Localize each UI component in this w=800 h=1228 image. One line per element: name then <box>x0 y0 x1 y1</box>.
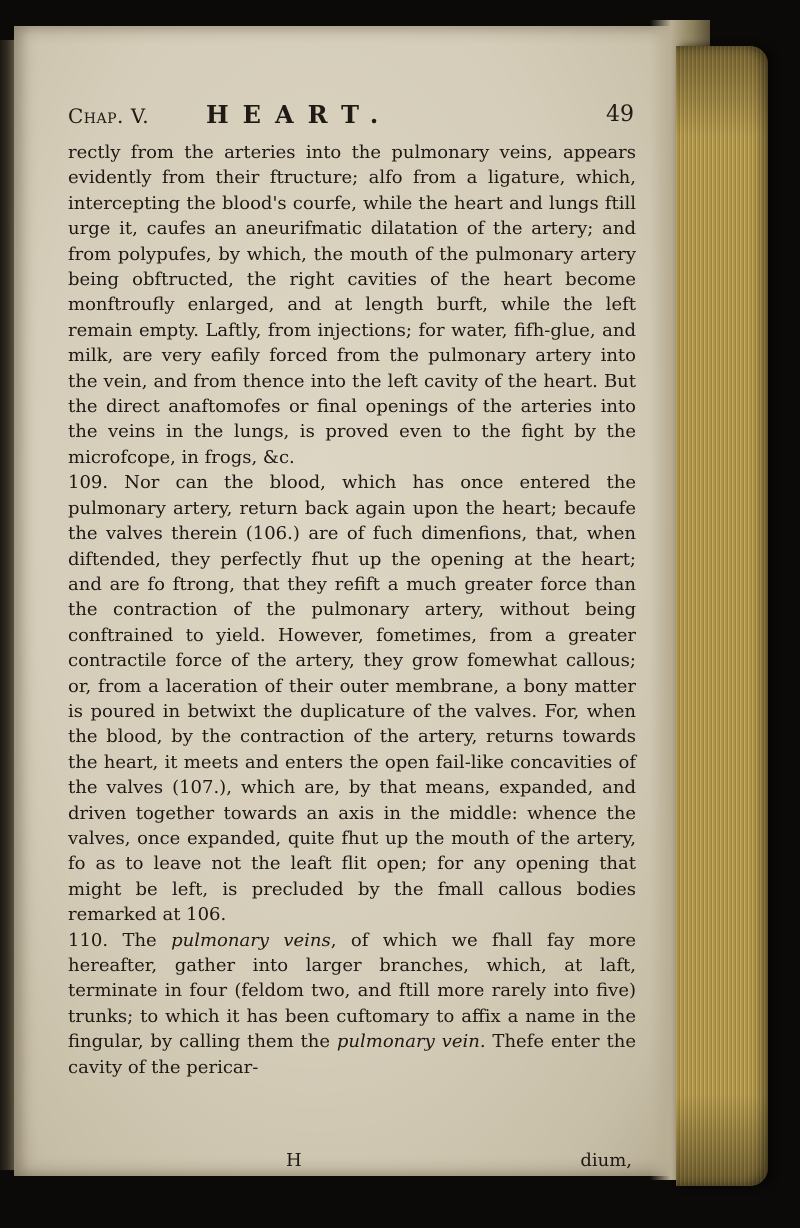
text-run: 109. Nor can the blood, which has once entered the pulmonary artery, return back again upon the heart; becaufe the valves therein (106.) are of fuch dimenfions, that, when diftended, they perfectly fhut up the opening at the heart; and are fo ftrong, that they refift a much greater force than the contraction of the pulmonary artery, without being conftrained to yield. However, fometimes, from a greater contractile force of the artery, they grow fomewhat callous; or, from a laceration of their outer membrane, a bony matter is poured in betwixt the duplicature of the valves. For, when the blood, by the contraction of the artery, returns towards the heart, it meets and enters the open fail-like concavities of the valves (107.), which are, by that means, expanded, and driven together towards an axis in the middle: whence the valves, once expanded, quite fhut up the mouth of the artery, fo as to leave not the leaft flit open; for any opening that might be left, is precluded by the fmall callous bodies remarked at 106. <box>68 472 636 926</box>
running-head <box>68 100 642 136</box>
italic-text: pulmonary vein. <box>336 1031 486 1053</box>
text-run: 110. The <box>68 929 172 951</box>
body-text <box>68 140 636 1080</box>
text-run: rectly from the arteries into the pulmonary veins, appears evidently from their ftructure; alfo from a ligature, which, intercepting the blood's courfe, while the heart and lungs ftill urge it, caufes an aneurifmatic dilatation of the artery; and from polypufes, by which, the mouth of the pulmonary artery being obftructed, the right cavities of the heart become monftroufly enlarged, and at length burft, while the left remain empty. Laftly, from injections; for water, fifh-glue, and milk, are very eafily forced from the pulmonary artery into the vein, and from thence into the left cavity of the heart. But the direct anaftomofes or final openings of the arteries into the veins in the lungs, is proved even to the fight by the microfcope, in frogs, &c. <box>68 142 636 468</box>
paragraph <box>68 928 636 1080</box>
paragraph <box>68 140 636 470</box>
text-run: , of which we fhall fay more hereafter, gather into larger branches, which, at laft, terminate in four (feldom two, and ftill more rarely into five) trunks; to which it has been cuftomary to affix a name in the fingular, by calling them the <box>68 929 636 1053</box>
chapter-label: Chap. V. <box>68 104 150 128</box>
running-title: HEART. <box>206 100 393 129</box>
text-run: Thefe enter the cavity of the pericar- <box>68 1031 636 1078</box>
italic-text: pulmonary veins <box>171 929 331 951</box>
catchword: dium, <box>580 1150 632 1171</box>
page-footer <box>68 1150 636 1176</box>
paragraph <box>68 470 636 927</box>
page-number: 49 <box>606 102 634 127</box>
signature-mark: H <box>286 1150 302 1171</box>
fore-edge-shadow <box>676 46 768 1186</box>
